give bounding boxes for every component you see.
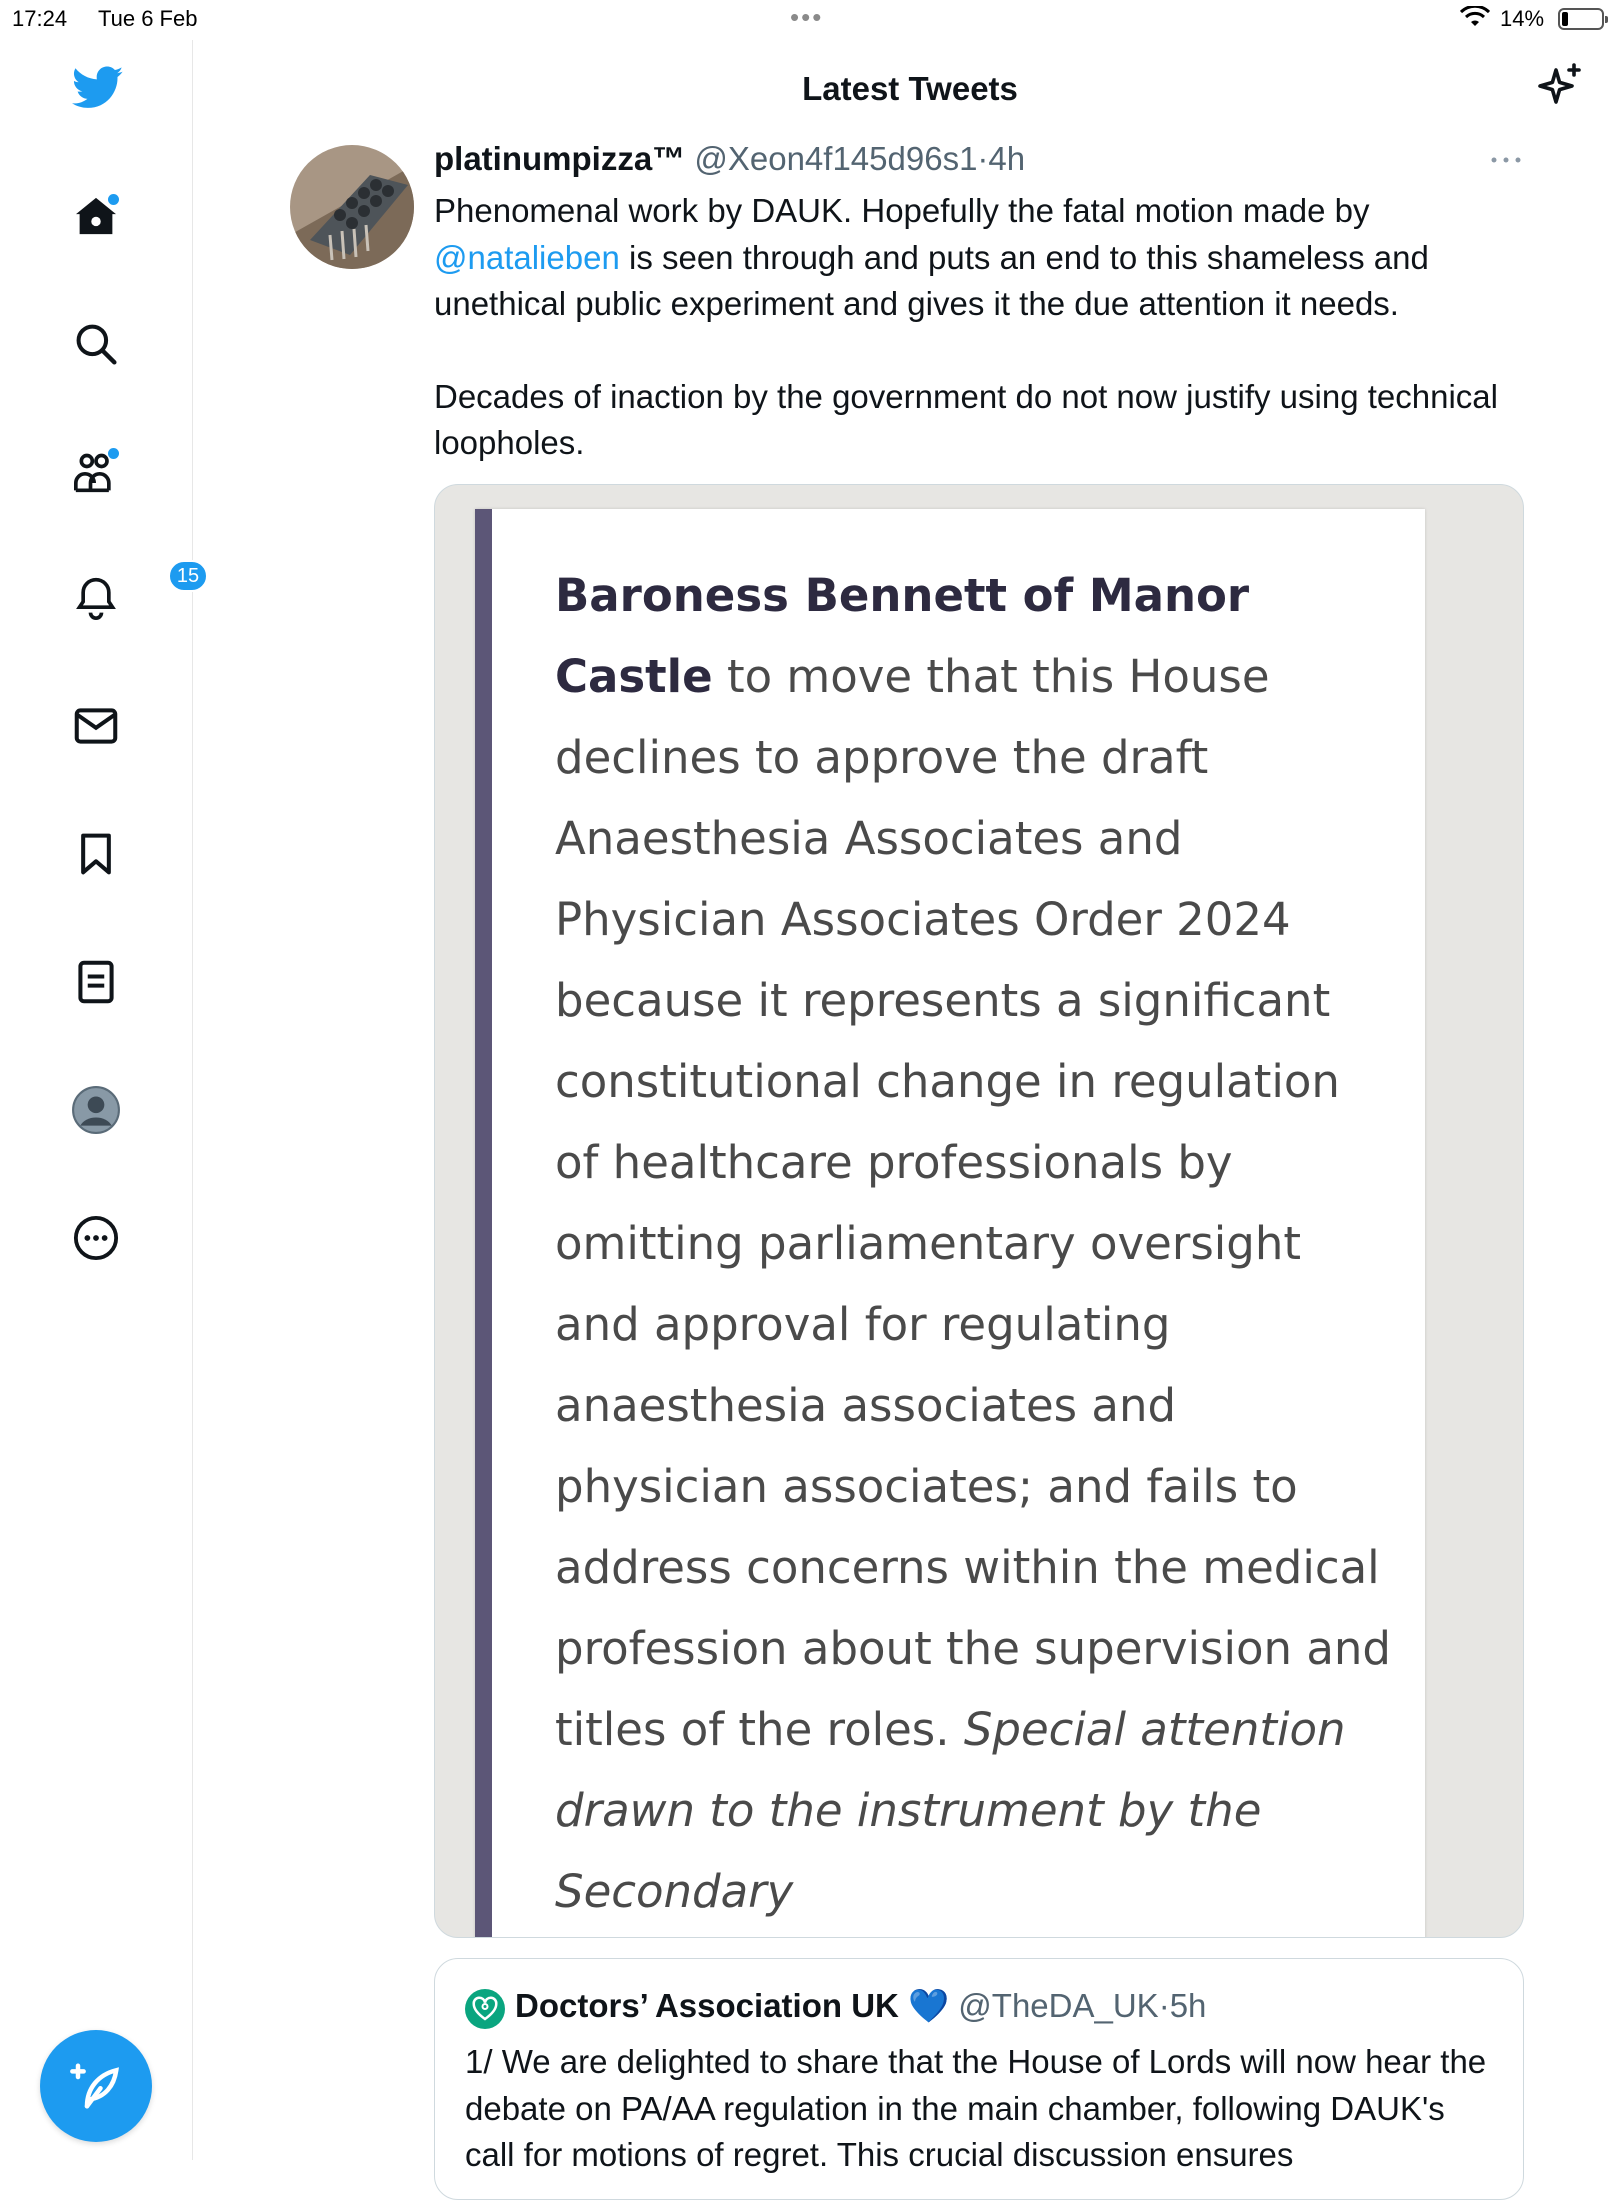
tweet-header: [434, 140, 1025, 178]
tweet-paragraph-2: Decades of inaction by the government do not now justify using technical loopholes.: [434, 377, 1498, 461]
home-notification-dot: [108, 194, 119, 205]
notifications-nav-button[interactable]: [68, 565, 200, 626]
verified-heart-emoji: 💙: [908, 1987, 950, 2024]
lists-nav-button[interactable]: [68, 954, 124, 1010]
tweet-more-options-icon[interactable]: [1488, 150, 1524, 170]
multitasking-dots-icon[interactable]: •••: [790, 2, 824, 32]
compose-tweet-icon: [69, 2059, 123, 2113]
heart-stethoscope-icon: [470, 1994, 500, 2024]
wifi-icon: [1460, 6, 1490, 30]
quoted-tweet-avatar[interactable]: [465, 1989, 505, 2029]
twitter-logo-icon[interactable]: [70, 60, 126, 116]
document-text-regular: to move that this House declines to approve the draft Anaesthesia Associates and Physician Associates Order 2024 because it represents a significant constitutional change in regulation of healthcare professionals by omitting parliamentary oversight and approval for regulating anaesthesia associates and physician associates; and fails to address concerns within the medical profession about the supervision and titles of the roles.: [555, 650, 1391, 1756]
bell-icon: [74, 575, 118, 621]
document-text-italic: Special attention drawn to the instrument by the Secondary: [555, 1703, 1346, 1918]
tweet-author-handle[interactable]: @Xeon4f145d96s1: [694, 140, 978, 177]
quoted-tweet-timestamp[interactable]: 5h: [1169, 1987, 1207, 2024]
sparkle-icon[interactable]: [1536, 62, 1584, 110]
tweet-separator: ·: [977, 140, 989, 177]
document-accent-bar: [475, 509, 492, 1938]
search-icon: [74, 322, 118, 366]
envelope-icon: [74, 706, 118, 746]
tweet-text-part-2: is seen through and puts an end to this shameless and unethical public experiment and gives it the due attention it needs.: [434, 238, 1429, 322]
status-date: Tue 6 Feb: [98, 6, 198, 31]
avatar-icon: [71, 1085, 121, 1135]
tweet-media-image[interactable]: [434, 484, 1524, 1938]
messages-nav-button[interactable]: [68, 698, 124, 754]
notifications-badge: 15: [168, 560, 208, 592]
quoted-tweet-author-name[interactable]: Doctors’ Association UK: [515, 1987, 899, 2024]
communities-notification-dot: [108, 448, 119, 459]
tweet-author-avatar[interactable]: [290, 145, 414, 269]
tweet-timestamp[interactable]: 4h: [988, 140, 1026, 177]
more-nav-button[interactable]: [68, 1210, 124, 1266]
tweet-text-part-1: Phenomenal work by DAUK. Hopefully the fatal motion made by: [434, 192, 1370, 229]
list-icon: [77, 960, 115, 1004]
profile-nav-button[interactable]: [68, 1082, 124, 1138]
more-circle-icon: [73, 1215, 119, 1261]
status-time: 17:24: [12, 6, 68, 31]
quoted-tweet-header: [515, 1987, 1206, 2026]
battery-icon: [1558, 8, 1604, 30]
status-bar: [0, 0, 1620, 40]
document-text: [555, 555, 1395, 1932]
tweet-mention-link[interactable]: @natalieben: [434, 238, 620, 276]
compose-tweet-button[interactable]: [40, 2030, 152, 2142]
tweet-author-name[interactable]: platinumpizza™: [434, 140, 686, 177]
bookmark-icon: [78, 832, 114, 876]
page-title: Latest Tweets: [802, 70, 1018, 107]
battery-percent: 14%: [1500, 6, 1545, 31]
quoted-tweet[interactable]: [434, 1958, 1524, 2200]
document-screenshot: [475, 509, 1425, 1938]
explore-nav-button[interactable]: [68, 316, 124, 372]
communities-nav-button[interactable]: [68, 444, 124, 500]
document-text-bold: Baroness Bennett of Manor Castle: [555, 569, 1250, 703]
sidebar: [0, 40, 200, 2160]
tweet-text: [434, 188, 1544, 467]
quoted-tweet-separator: ·: [1158, 1987, 1170, 2024]
home-nav-button[interactable]: [68, 188, 124, 244]
tweet-paragraph-1: [434, 188, 1544, 328]
quoted-tweet-text: 1/ We are delighted to share that the House of Lords will now hear the debate on PA/AA regulation in the main chamber, following DAUK's call for motions of regret. This crucial discussion ensures: [465, 2043, 1487, 2173]
quoted-tweet-handle[interactable]: @TheDA_UK: [958, 1987, 1159, 2024]
bookmarks-nav-button[interactable]: [68, 826, 124, 882]
